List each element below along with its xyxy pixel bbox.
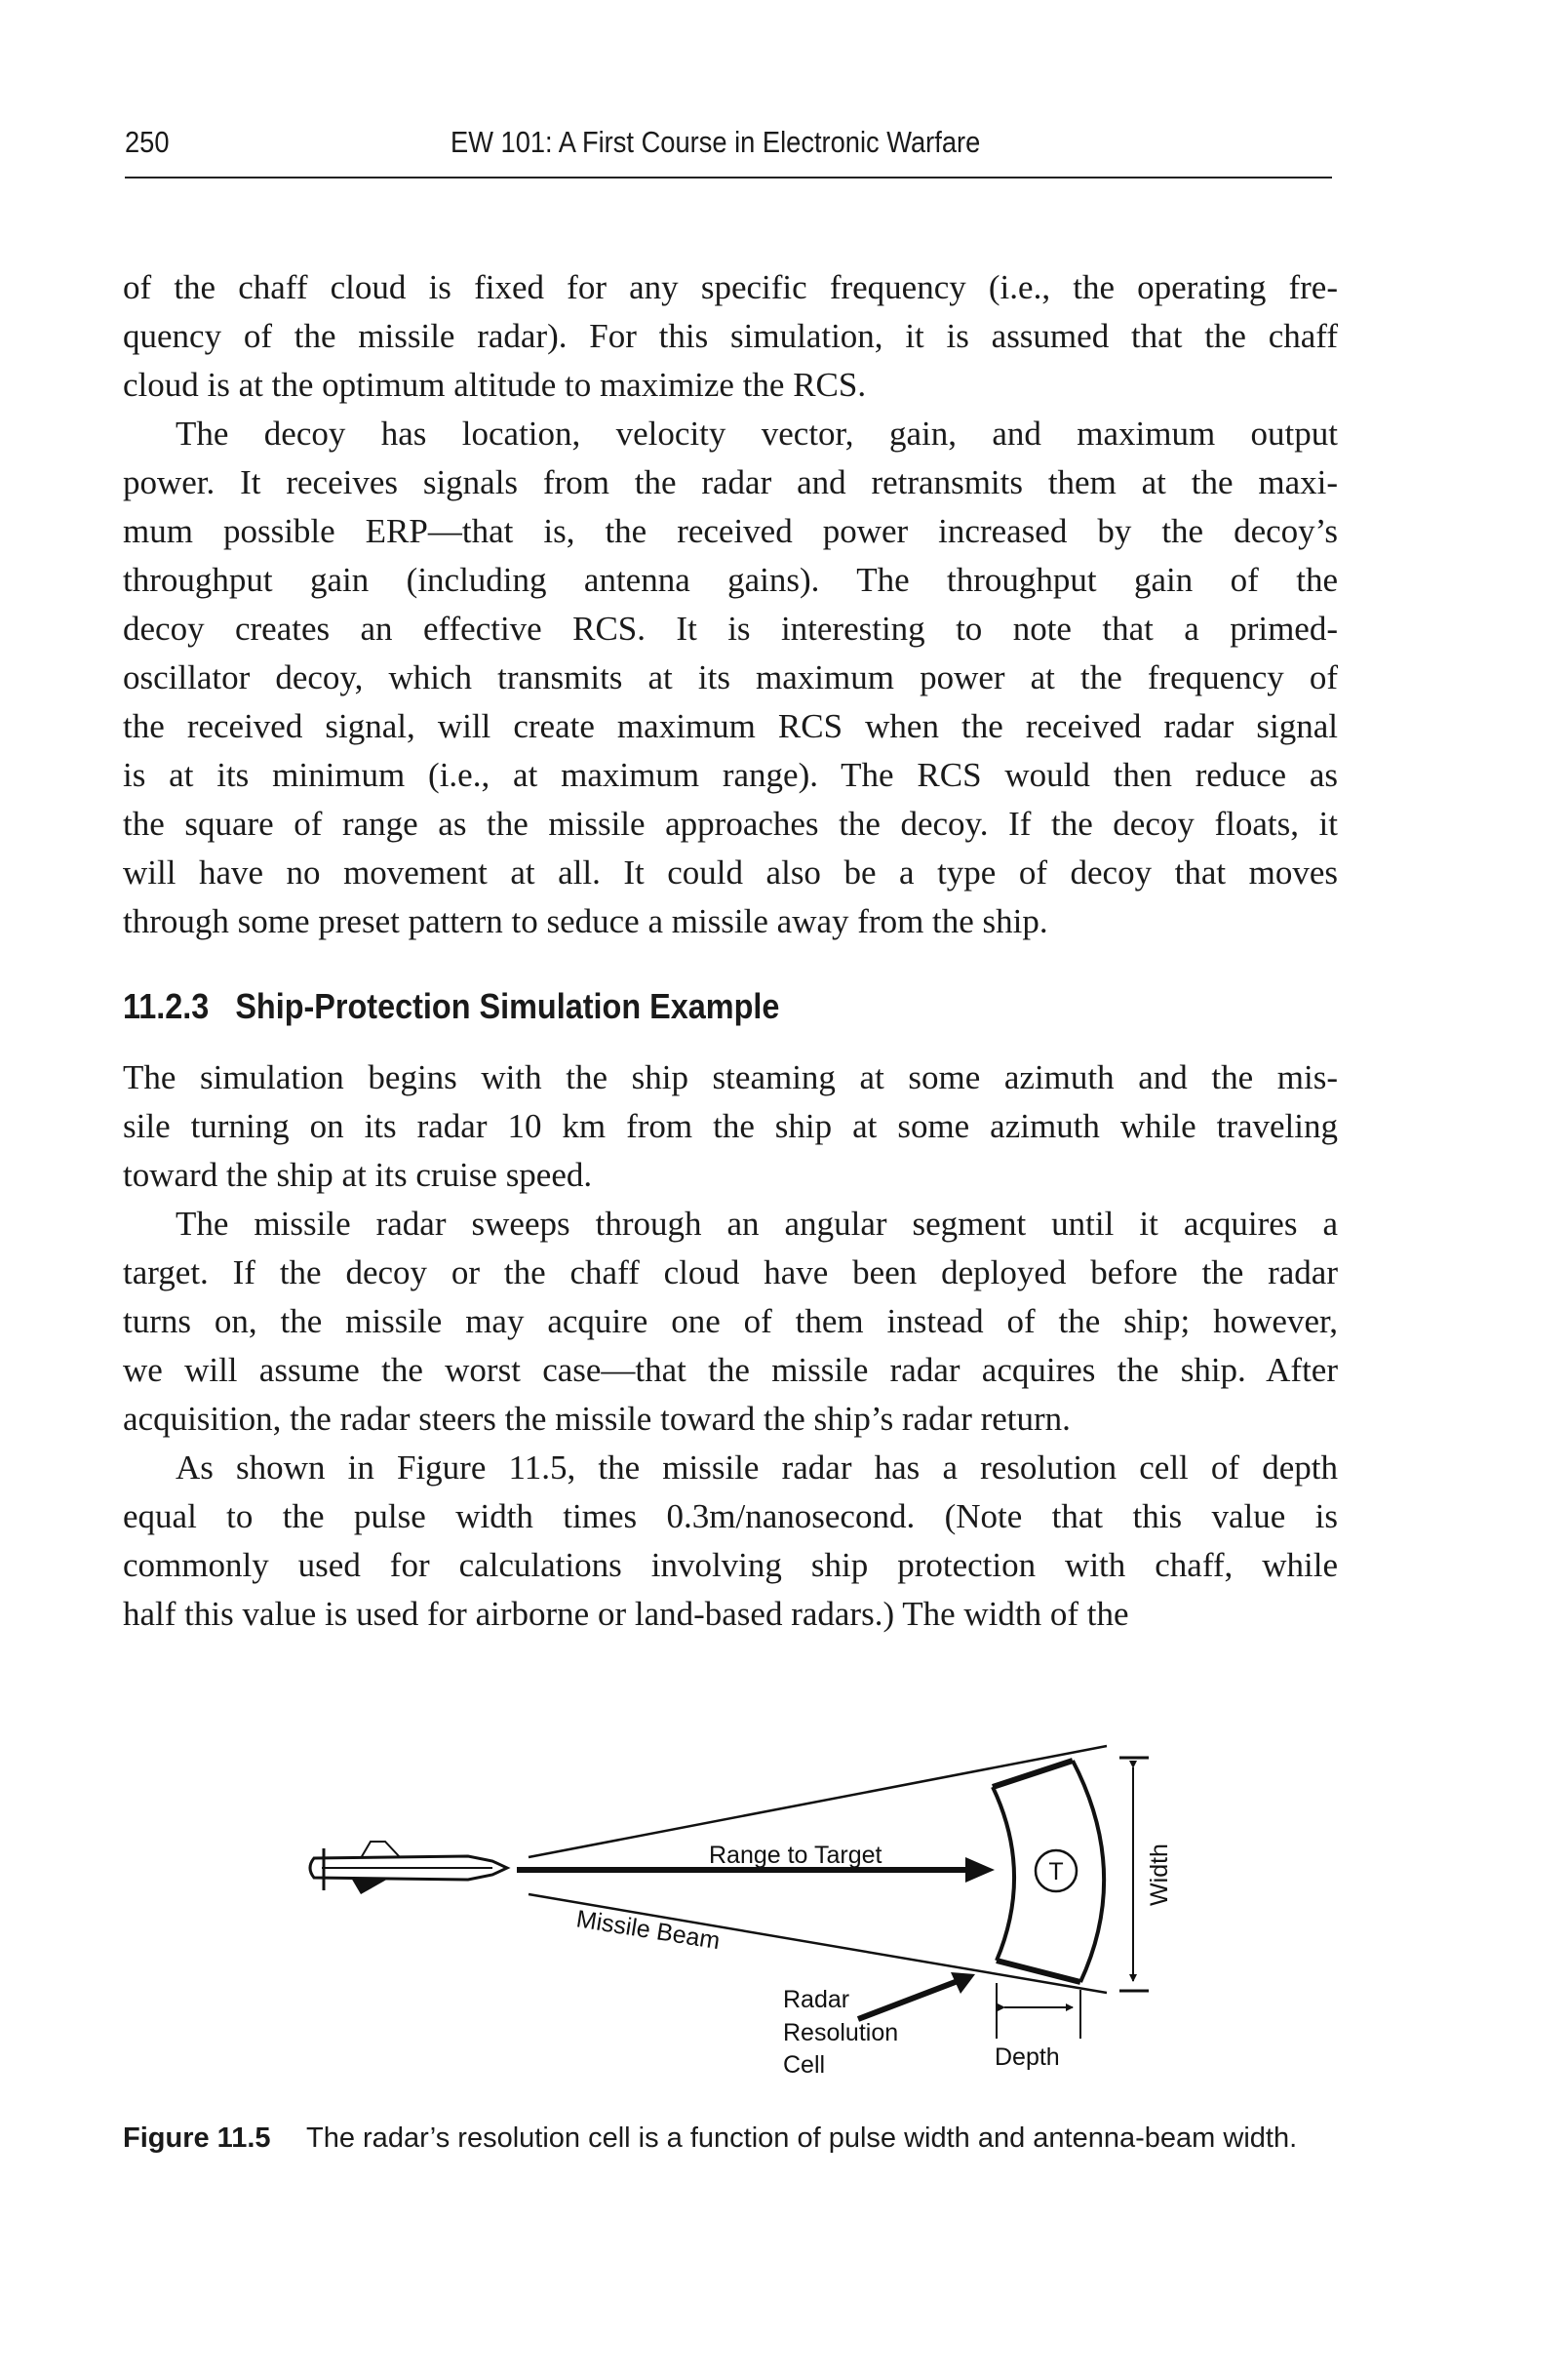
cell-label-line1: Radar: [783, 1986, 850, 2013]
text-line: equal to the pulse width times 0.3m/nanosecond. (Note that this value is: [123, 1497, 1338, 1535]
text-line: As shown in Figure 11.5, the missile radar has a resolution cell of depth: [176, 1448, 1338, 1487]
text-line: will have no movement at all. It could also be a type of decoy that moves: [123, 853, 1338, 892]
text-line: through some preset pattern to seduce a missile away from the ship.: [123, 902, 1048, 940]
cell-bottom-edge: [997, 1961, 1080, 1982]
text-line: the received signal, will create maximum RCS when the received radar signal: [123, 707, 1338, 745]
text-line: quency of the missile radar). For this simulation, it is assumed that the chaff: [123, 317, 1338, 355]
beam-lower-edge: [529, 1894, 1107, 1993]
range-arrowhead: [965, 1857, 995, 1883]
section-number: 11.2.3: [123, 986, 210, 1026]
cell-label-line2: Resolution: [783, 2019, 899, 2046]
text-line: turns on, the missile may acquire one of them instead of the ship; however,: [123, 1302, 1338, 1340]
text-line: the square of range as the missile approaches the decoy. If the decoy floats, it: [123, 805, 1338, 843]
text-line: toward the ship at its cruise speed.: [123, 1156, 593, 1194]
text-line: half this value is used for airborne or land-based radars.) The width of the: [123, 1595, 1129, 1633]
depth-dimension: [997, 1983, 1080, 2039]
depth-label: Depth: [995, 2043, 1060, 2071]
text-line: power. It receives signals from the radar and retransmits them at the maxi-: [123, 463, 1338, 501]
cell-label-line3: Cell: [783, 2051, 826, 2079]
text-line: mum possible ERP—that is, the received power increased by the decoy’s: [123, 512, 1338, 550]
text-line: sile turning on its radar 10 km from the ship at some azimuth while traveling: [123, 1107, 1338, 1145]
text-line: throughput gain (including antenna gains). The throughput gain of the: [123, 561, 1338, 599]
section-title: Ship-Protection Simulation Example: [235, 986, 780, 1026]
text-line: cloud is at the optimum altitude to maximize the RCS.: [123, 366, 867, 404]
missile-icon: [310, 1842, 507, 1894]
text-line: target. If the decoy or the chaff cloud have been deployed before the radar: [123, 1253, 1338, 1291]
text-line: The decoy has location, velocity vector, gain, and maximum output: [176, 415, 1338, 453]
cell-pointer-arrow: [858, 1978, 965, 2019]
text-line: The simulation begins with the ship steaming at some azimuth and the mis-: [123, 1058, 1338, 1096]
text-line: we will assume the worst case—that the missile radar acquires the ship. After: [123, 1351, 1338, 1389]
range-label: Range to Target: [709, 1842, 882, 1869]
width-label: Width: [1146, 1844, 1173, 1906]
width-dimension: [1119, 1758, 1149, 1991]
caption-text: The radar’s resolution cell is a function of pulse width and antenna-beam width.: [306, 2122, 1298, 2154]
text-line: is at its minimum (i.e., at maximum range). The RCS would then reduce as: [123, 756, 1338, 794]
text-line: decoy creates an effective RCS. It is interesting to note that a primed-: [123, 610, 1338, 648]
cell-inner-arc: [993, 1787, 1014, 1961]
target-label: T: [1048, 1858, 1064, 1885]
text-line: oscillator decoy, which transmits at its maximum power at the frequency of: [123, 658, 1338, 696]
text-line: acquisition, the radar steers the missile toward the ship’s radar return.: [123, 1400, 1071, 1438]
beam-upper-edge: [529, 1746, 1107, 1857]
text-line: commonly used for calculations involving ship protection with chaff, while: [123, 1546, 1338, 1584]
page-number: 250: [125, 125, 170, 159]
text-line: The missile radar sweeps through an angular segment until it acquires a: [176, 1205, 1338, 1243]
running-title: EW 101: A First Course in Electronic Warfare: [451, 125, 981, 159]
caption-label: Figure 11.5: [123, 2122, 271, 2154]
text-line: of the chaff cloud is fixed for any specific frequency (i.e., the operating fre-: [123, 268, 1338, 306]
beam-label: Missile Beam: [574, 1905, 723, 1956]
